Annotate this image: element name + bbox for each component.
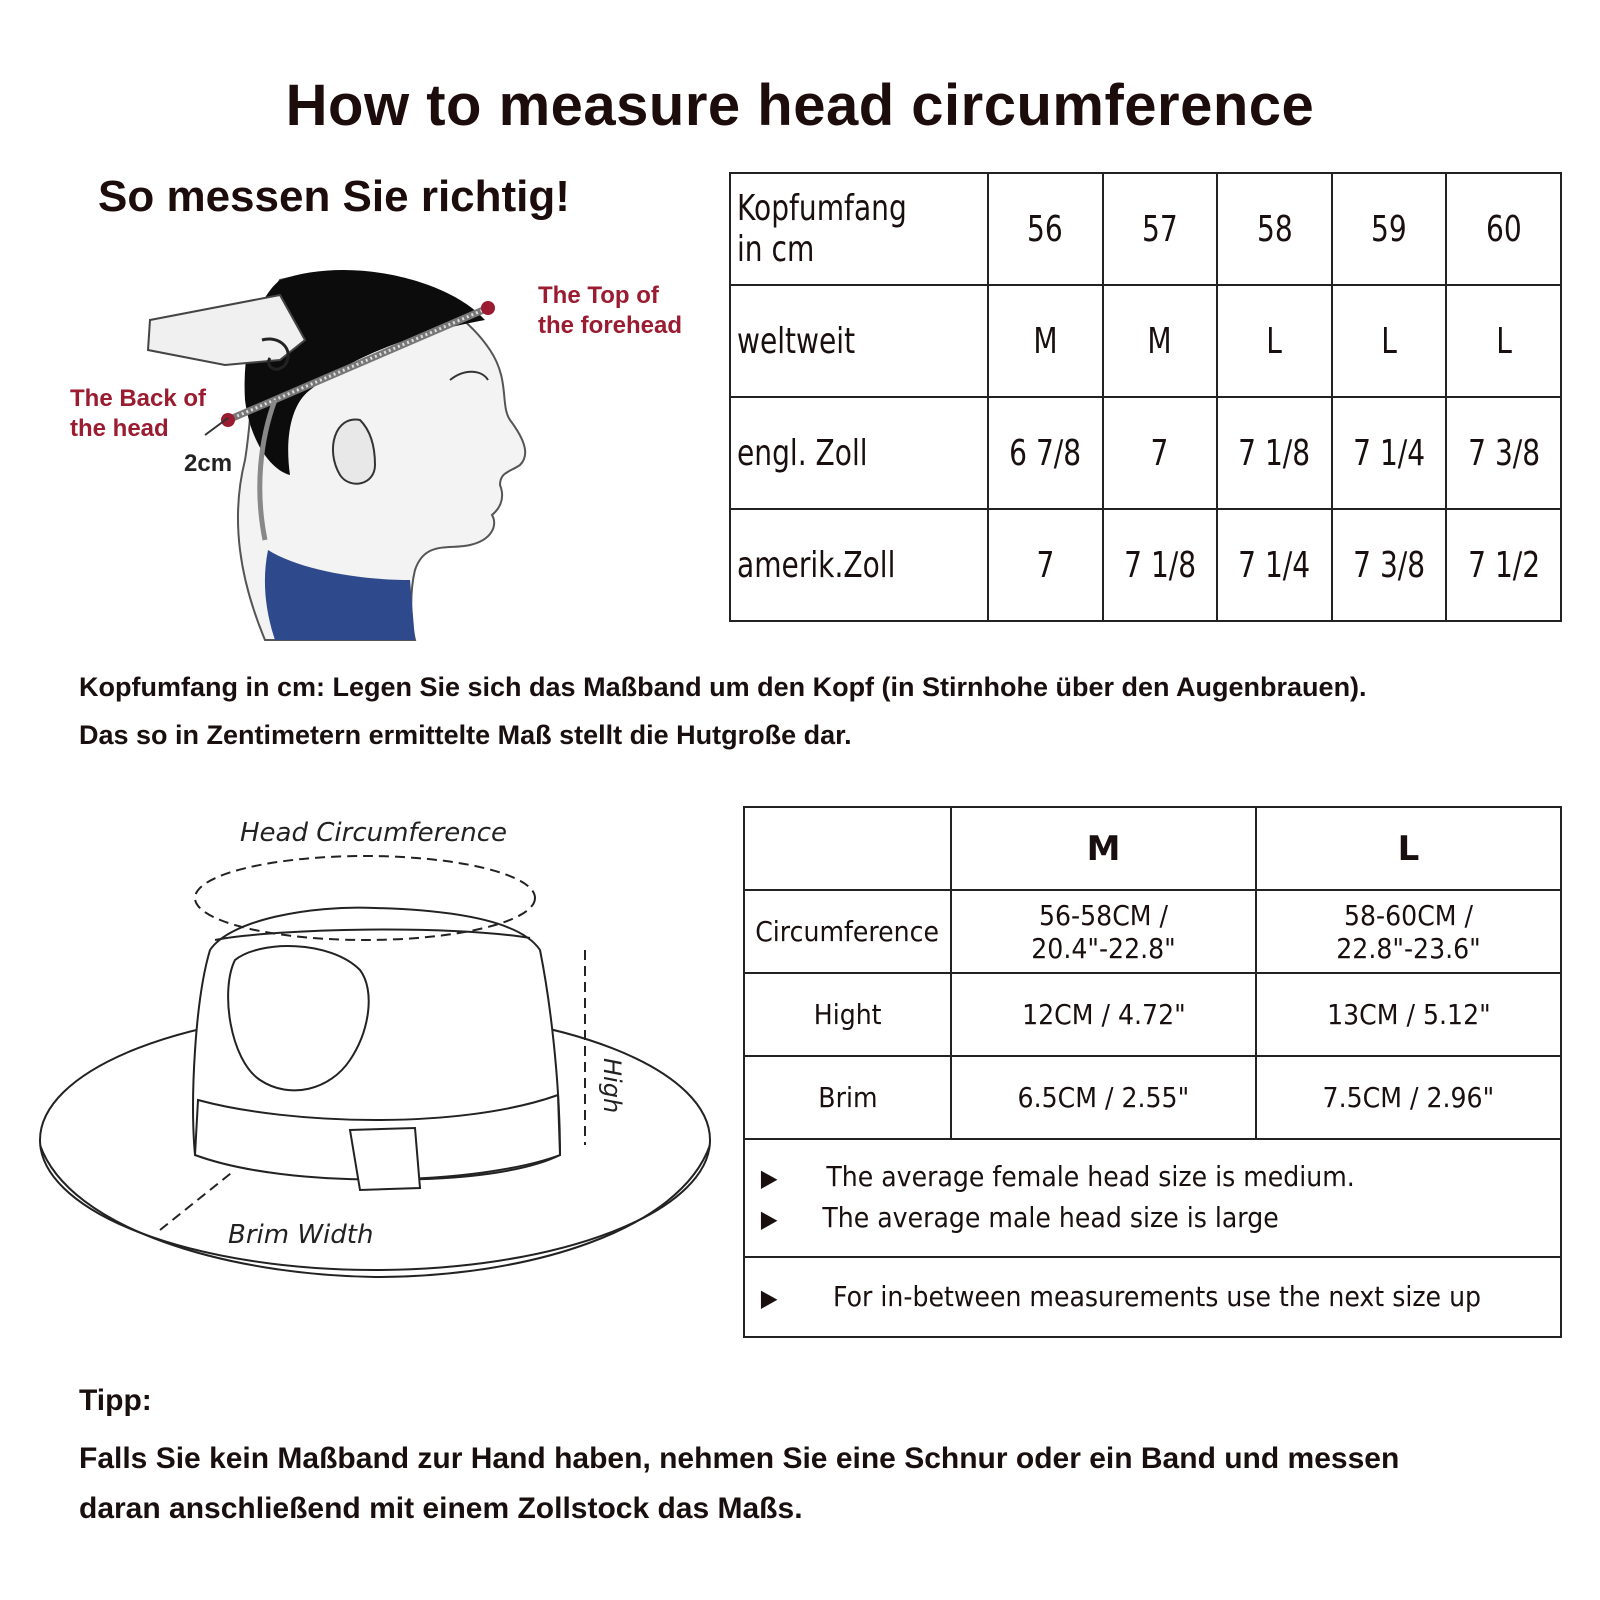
cell-l: 13CM / 5.12"	[1256, 973, 1561, 1056]
instruction-paragraph	[79, 663, 1559, 759]
table-cell: M	[988, 285, 1103, 397]
table-row	[730, 397, 1561, 509]
note-line: ▶ The average female head size is medium.	[759, 1157, 1560, 1198]
table-row	[730, 285, 1561, 397]
forehead-point	[481, 301, 495, 315]
page-subtitle: So messen Sie richtig!	[98, 172, 570, 221]
row-label: Kopfumfang in cm	[730, 173, 988, 285]
table-cell: 7 3/8	[1332, 509, 1447, 621]
cell-m: 56-58CM / 20.4"-22.8"	[951, 890, 1256, 973]
table-header-row	[744, 807, 1561, 890]
brim-width-guide	[160, 1170, 235, 1230]
table-row	[744, 1056, 1561, 1139]
notes-row	[744, 1257, 1561, 1337]
header-empty	[744, 807, 951, 890]
label-brim-width: Brim Width	[228, 1220, 374, 1250]
notes-cell	[744, 1257, 1561, 1337]
label-head-circumference: Head Circumference	[240, 818, 508, 848]
note-line: ▶ The average male head size is large	[759, 1198, 1560, 1239]
tip-text	[79, 1434, 1579, 1534]
paper-flap	[148, 295, 305, 365]
row-label: amerik.Zoll	[730, 509, 988, 621]
notes-row	[744, 1139, 1561, 1257]
row-label: Hight	[744, 973, 951, 1056]
back-point	[221, 413, 235, 427]
table-row	[730, 509, 1561, 621]
instruction-line-1: Kopfumfang in cm: Legen Sie sich das Maßband um den Kopf (in Stirnhohe über den Augenbrauen).	[79, 672, 1367, 702]
table-cell: 6 7/8	[988, 397, 1103, 509]
table-cell: 7 1/8	[1103, 509, 1218, 621]
table-cell: 59	[1332, 173, 1447, 285]
label-back-of-head: The Back of the head	[70, 385, 207, 442]
table-cell: 7 1/4	[1217, 509, 1332, 621]
table-cell: 7 1/8	[1217, 397, 1332, 509]
table-row	[744, 890, 1561, 973]
table-cell: 56	[988, 173, 1103, 285]
bullet-icon: ▶	[760, 1205, 778, 1233]
table-cell: 7 1/4	[1332, 397, 1447, 509]
table-cell: 60	[1446, 173, 1561, 285]
header-m: M	[951, 807, 1256, 890]
table-cell: 58	[1217, 173, 1332, 285]
table-cell: 7 3/8	[1446, 397, 1561, 509]
row-label: Brim	[744, 1056, 951, 1139]
table-cell: M	[1103, 285, 1218, 397]
tip-line-1: Falls Sie kein Maßband zur Hand haben, nehmen Sie eine Schnur oder ein Band und messen	[79, 1442, 1400, 1475]
bullet-icon: ▶	[760, 1283, 778, 1312]
table-row	[744, 973, 1561, 1056]
note-line: ▶ For in-between measurements use the next size up	[759, 1277, 1560, 1318]
notes-cell	[744, 1139, 1561, 1257]
table-cell: L	[1332, 285, 1447, 397]
table-cell: L	[1446, 285, 1561, 397]
size-conversion-table	[729, 172, 1562, 622]
row-label: Circumference	[744, 890, 951, 973]
table-cell: 57	[1103, 173, 1218, 285]
instruction-line-2: Das so in Zentimetern ermittelte Maß stellt die Hutgroße dar.	[79, 720, 852, 750]
table-cell: 7 1/2	[1446, 509, 1561, 621]
tip-line-2: daran anschließend mit einem Zollstock das Maßs.	[79, 1492, 803, 1525]
row-label: weltweit	[730, 285, 988, 397]
hat-size-table	[743, 806, 1562, 1338]
bullet-icon: ▶	[760, 1164, 778, 1192]
tip-title: Tipp:	[79, 1384, 152, 1417]
cell-l: 58-60CM / 22.8"-23.6"	[1256, 890, 1561, 973]
table-cell: L	[1217, 285, 1332, 397]
label-top-of-forehead: The Top of the forehead	[538, 282, 683, 339]
row-label: engl. Zoll	[730, 397, 988, 509]
label-high: High	[598, 1058, 626, 1114]
label-offset: 2cm	[184, 450, 233, 477]
table-row	[730, 173, 1561, 285]
cell-l: 7.5CM / 2.96"	[1256, 1056, 1561, 1139]
cell-m: 12CM / 4.72"	[951, 973, 1256, 1056]
header-l: L	[1256, 807, 1561, 890]
page-title: How to measure head circumference	[285, 73, 1315, 138]
head-measurement-illustration	[30, 240, 550, 650]
table-cell: 7	[988, 509, 1103, 621]
table-cell: 7	[1103, 397, 1218, 509]
cell-m: 6.5CM / 2.55"	[951, 1056, 1256, 1139]
